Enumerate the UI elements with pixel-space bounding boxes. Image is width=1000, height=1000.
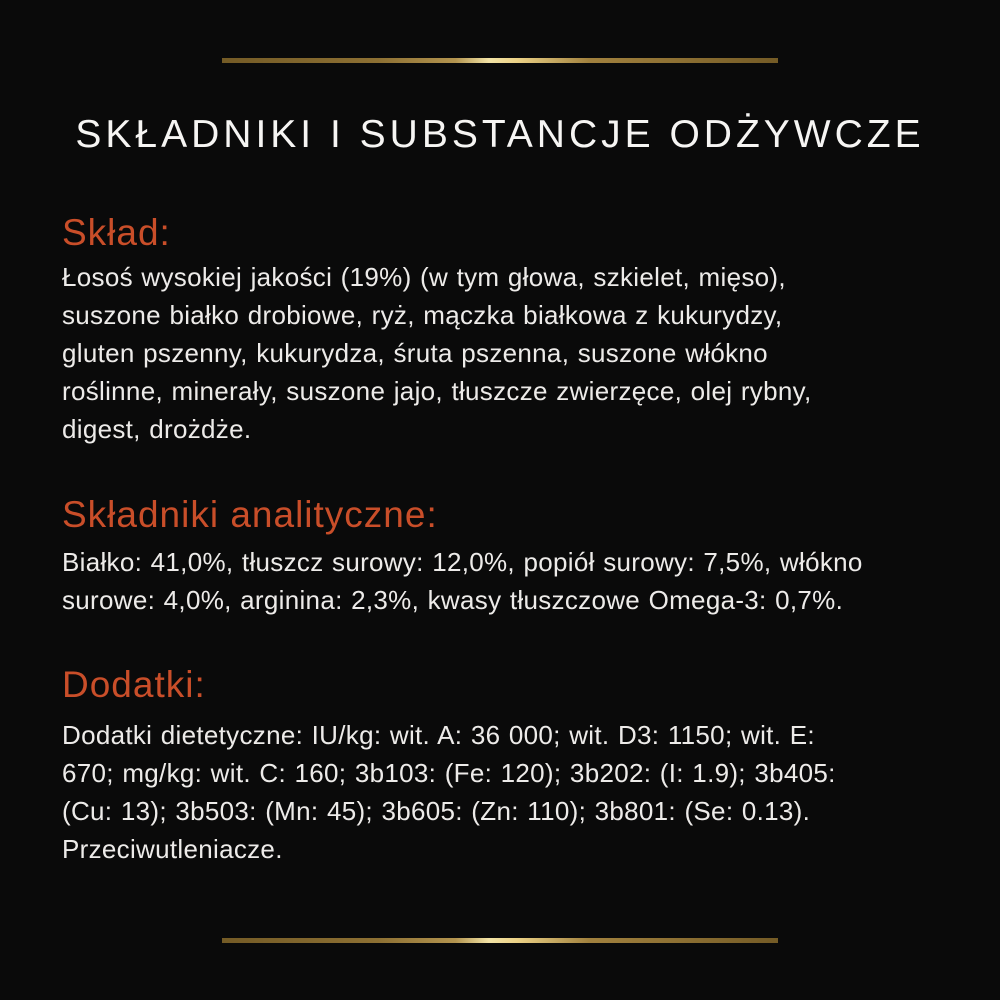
text-line: suszone białko drobiowe, ryż, mączka białkowa z kukurydzy,: [62, 300, 783, 330]
section-heading-composition: Skład:: [62, 212, 171, 253]
page-title: SKŁADNIKI I SUBSTANCJE ODŻYWCZE: [75, 113, 925, 156]
section-heading-analytical: Składniki analityczne:: [62, 494, 438, 535]
text-line: Przeciwutleniacze.: [62, 834, 283, 864]
text-line: Łosoś wysokiej jakości (19%) (w tym głowa, szkielet, mięso),: [62, 262, 786, 292]
section-analytical-constituents: [62, 496, 938, 619]
section-composition: [62, 214, 938, 448]
composition-paragraph: [62, 258, 938, 448]
text-line: digest, drożdże.: [62, 414, 252, 444]
text-line: roślinne, minerały, suszone jajo, tłuszcze zwierzęce, olej rybny,: [62, 376, 812, 406]
additives-paragraph: [62, 716, 938, 868]
text-line: 670; mg/kg: wit. C: 160; 3b103: (Fe: 120); 3b202: (I: 1.9); 3b405:: [62, 758, 836, 788]
text-line: surowe: 4,0%, arginina: 2,3%, kwasy tłuszczowe Omega-3: 0,7%.: [62, 585, 844, 615]
section-heading-additives: Dodatki:: [62, 664, 206, 705]
analytical-paragraph: [62, 543, 938, 619]
text-line: Dodatki dietetyczne: IU/kg: wit. A: 36 000; wit. D3: 1150; wit. E:: [62, 720, 815, 750]
text-line: (Cu: 13); 3b503: (Mn: 45); 3b605: (Zn: 110); 3b801: (Se: 0.13).: [62, 796, 811, 826]
text-line: Białko: 41,0%, tłuszcz surowy: 12,0%, popiół surowy: 7,5%, włókno: [62, 547, 863, 577]
gold-divider-top: [222, 58, 778, 63]
text-line: gluten pszenny, kukurydza, śruta pszenna, suszone włókno: [62, 338, 768, 368]
gold-divider-bottom: [222, 938, 778, 943]
content-area: [0, 214, 1000, 868]
section-additives: [62, 666, 938, 868]
